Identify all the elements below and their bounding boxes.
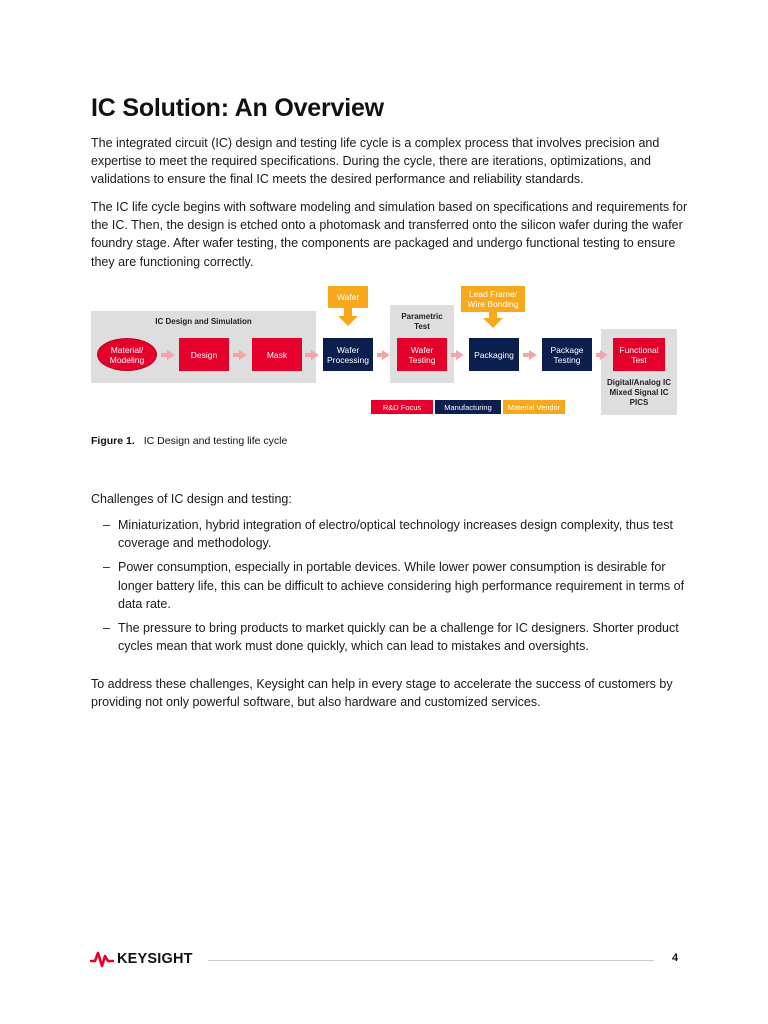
list-item: [91, 558, 691, 613]
figure-caption: [91, 435, 287, 447]
challenges-list: [91, 516, 691, 661]
list-item: [91, 619, 691, 655]
flow-arrow-icon: [239, 350, 247, 360]
flow-arrow-icon: [600, 350, 608, 360]
bullet-dash: –: [103, 621, 110, 636]
list-item-text: The pressure to bring products to market quickly can be a challenge for IC designers. Shorter product cycles mean that work must done quickly, which can lead to mistakes and oversights.: [118, 621, 679, 654]
wafer-processing-node: Wafer Processing: [323, 338, 373, 371]
list-item-text: Power consumption, especially in portable devices. While lower power consumption is desirable for longer battery life, this can be difficult to achieve considering high performance requirement in terms of data rate.: [118, 560, 685, 611]
figure-label: Figure 1.: [91, 435, 135, 447]
keysight-logo: [90, 949, 193, 969]
brand-name: KEYSIGHT: [117, 951, 193, 967]
flow-arrow-icon: [167, 350, 175, 360]
lead-frame-down-arrow-icon: [483, 318, 503, 328]
functional-test-node: Functional Test: [613, 338, 665, 371]
bullet-dash: –: [103, 560, 110, 575]
material-modeling-node: Material/ Modeling: [97, 338, 157, 371]
wafer-testing-node: Wafer Testing: [397, 338, 447, 371]
flow-arrow-icon: [456, 350, 464, 360]
bullet-dash: –: [103, 518, 110, 532]
design-simulation-label: IC Design and Simulation: [155, 317, 252, 326]
flow-arrow-icon: [382, 350, 390, 360]
ic-lifecycle-diagram: [91, 284, 677, 416]
keysight-wave-icon: [90, 949, 114, 969]
wafer-down-arrow-icon: [338, 316, 358, 326]
page-number: 4: [672, 952, 679, 964]
packaging-node: Packaging: [469, 338, 519, 371]
design-node: Design: [179, 338, 229, 371]
list-item-text: Miniaturization, hybrid integration of electro/optical technology increases design complexity, thus test coverage and methodology.: [118, 518, 673, 551]
intro-paragraph: The integrated circuit (IC) design and testing life cycle is a complex process that involves precision and expertise to meet the required specifications. During the cycle, there are iterations, optimizations, and validations to ensure the final IC meets the desired performance and reliability standards.: [91, 136, 660, 187]
package-testing-node: Package Testing: [542, 338, 592, 371]
mask-node: Mask: [252, 338, 302, 371]
legend-manufacturing: Manufacturing: [435, 400, 501, 414]
list-item: [91, 516, 691, 552]
flow-arrow-icon: [529, 350, 537, 360]
parametric-test-label: Parametric Test: [401, 312, 443, 331]
lead-frame-input-box: Lead Frame/ Wire Bonding: [461, 286, 525, 312]
challenges-heading: Challenges of IC design and testing:: [91, 492, 292, 506]
closing-paragraph: To address these challenges, Keysight can help in every stage to accelerate the success of customers by providing not only powerful software, but also hardware and customized services.: [91, 677, 673, 710]
page-title: IC Solution: An Overview: [91, 94, 384, 122]
wafer-down-arrow-shaft: [344, 308, 352, 316]
footer-divider: [208, 960, 654, 961]
legend-material-vendor: Material Vendor: [503, 400, 565, 414]
legend-rd-focus: R&D Focus: [371, 400, 433, 414]
wafer-input-box: Wafer: [328, 286, 368, 308]
functional-test-group-label: Digital/Analog IC Mixed Signal IC PICS: [607, 378, 671, 407]
flow-arrow-icon: [311, 350, 319, 360]
figure-caption-text: IC Design and testing life cycle: [143, 435, 288, 447]
lifecycle-paragraph: The IC life cycle begins with software modeling and simulation based on specifications and requirements for the IC. Then, the design is etched onto a photomask and transferred onto the silicon wafer during the wafer foundry stage. After wafer testing, the components are packaged and undergo functional testing to ensure they are functioning correctly.: [91, 200, 688, 269]
